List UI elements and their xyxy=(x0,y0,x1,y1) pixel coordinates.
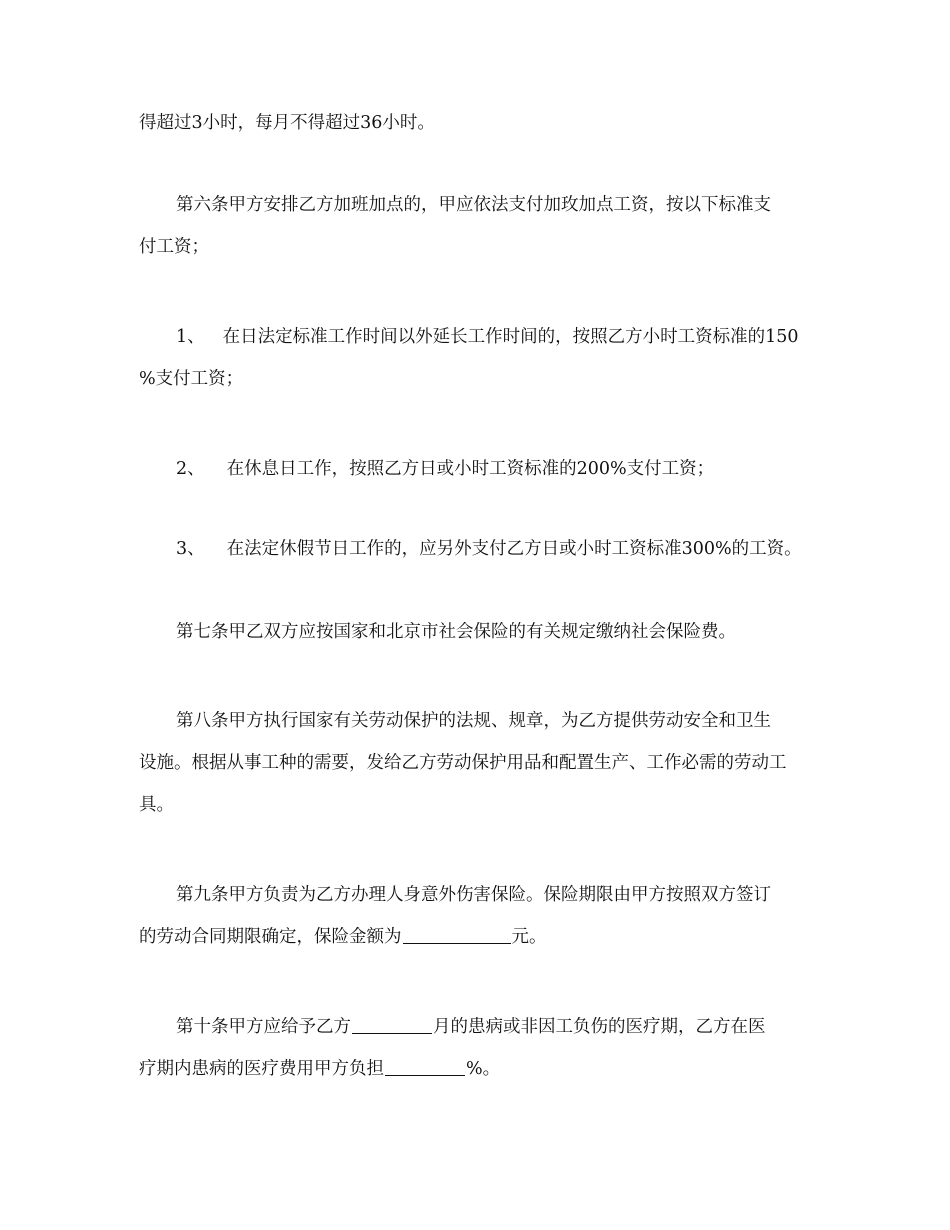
article-6-line-2: 付工资； xyxy=(139,237,209,257)
article-6-item-1-line-2: %支付工资； xyxy=(139,369,244,389)
article-6-line-1: 第六条甲方安排乙方加班加点的，甲应依法支付加玫加点工资，按以下标准支 xyxy=(176,195,771,215)
article-10-line-1-text: 第十条甲方应给予乙方 xyxy=(176,1017,351,1037)
item-1-text: 在日法定标准工作时间以外延长工作时间的，按照乙方小时工资标准的150 xyxy=(222,327,799,347)
article-8-line-2: 设施。根据从事工种的需要，发给乙方劳动保护用品和配置生产、工作必需的劳动工 xyxy=(139,753,787,773)
medical-cost-percent-blank[interactable] xyxy=(385,1057,465,1076)
item-1-number: 1、 xyxy=(176,327,205,347)
article-10-line-2-text: 疗期内患病的医疗费用甲方负担 xyxy=(139,1059,384,1079)
article-6-item-2 xyxy=(176,454,714,484)
article-8-line-3: 具。 xyxy=(139,795,174,815)
article-9-line-2-suffix: 元。 xyxy=(511,927,547,947)
item-2-text: 在休息日工作，按照乙方日或小时工资标准的200%支付工资； xyxy=(226,459,715,479)
insurance-amount-blank[interactable] xyxy=(403,925,511,944)
item-2-number: 2、 xyxy=(176,459,205,479)
medical-period-months-blank[interactable] xyxy=(352,1015,432,1034)
article-6-item-1-line-1 xyxy=(176,322,799,352)
item-3-number: 3、 xyxy=(176,539,205,559)
article-7-line-1: 第七条甲乙双方应按国家和北京市社会保险的有关规定缴纳社会保险费。 xyxy=(176,622,736,642)
article-10-line-2-suffix: %。 xyxy=(466,1059,501,1079)
article-10-line-1 xyxy=(176,1012,766,1042)
article-8-line-1: 第八条甲方执行国家有关劳动保护的法规、规章，为乙方提供劳动安全和卫生 xyxy=(176,711,771,731)
article-9-line-2 xyxy=(139,922,547,952)
item-3-text: 在法定休假节日工作的，应另外支付乙方日或小时工资标准300%的工资。 xyxy=(226,539,802,559)
article-10-line-2 xyxy=(139,1054,500,1084)
article-9-line-1: 第九条甲方负责为乙方办理人身意外伤害保险。保险期限由甲方按照双方签订 xyxy=(176,885,771,905)
article-6-item-3 xyxy=(176,534,802,564)
continuation-line: 得超过3小时，每月不得超过36小时。 xyxy=(139,113,435,133)
article-10-line-1-suffix: 月的患病或非因工负伤的医疗期，乙方在医 xyxy=(433,1017,766,1037)
article-9-line-2-text: 的劳动合同期限确定，保险金额为 xyxy=(139,927,402,947)
